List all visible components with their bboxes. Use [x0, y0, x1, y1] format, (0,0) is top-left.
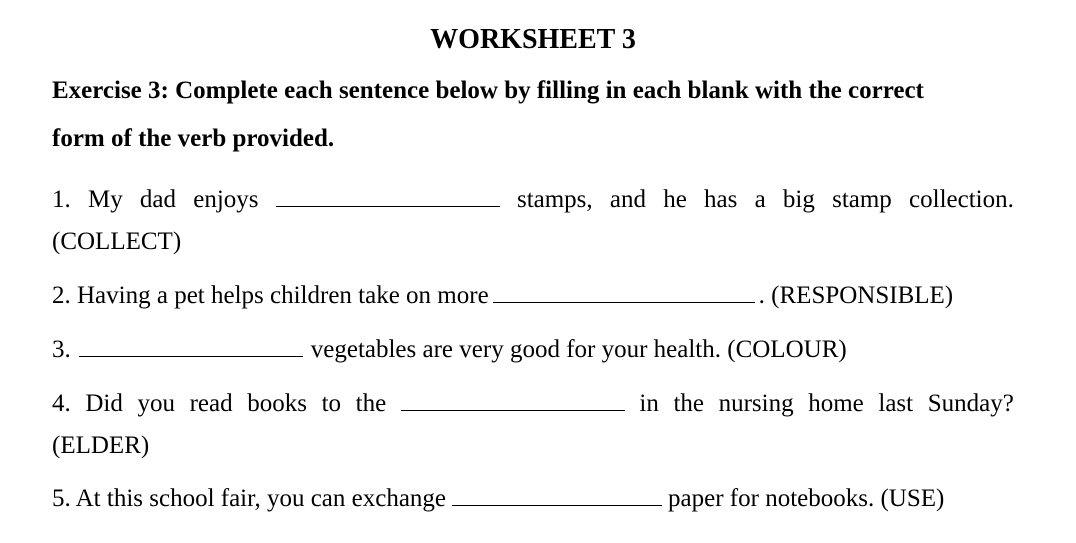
- q1-word: and: [609, 186, 646, 213]
- q4-word: nursing: [718, 390, 794, 417]
- question-4-blank[interactable]: [401, 388, 625, 411]
- question-2-text: 2. Having a pet helps children take on more: [52, 282, 489, 309]
- q4-word: home: [808, 390, 864, 417]
- question-1-blank[interactable]: [276, 184, 500, 207]
- q4-word: last: [878, 390, 914, 417]
- question-5: [52, 483, 1014, 515]
- question-3-text: vegetables are very good for your health. (COLOUR): [310, 336, 847, 363]
- question-2-hint: . (RESPONSIBLE): [758, 282, 954, 309]
- question-5-blank[interactable]: [452, 483, 662, 506]
- q1-word: has: [704, 186, 738, 213]
- question-3: [52, 334, 1014, 366]
- question-2-blank[interactable]: [493, 280, 755, 303]
- q1-word: dad: [139, 186, 177, 213]
- q1-word: big: [782, 186, 815, 213]
- question-2: [52, 280, 1014, 312]
- question-5-text: 5. At this school fair, you can exchange: [52, 485, 447, 512]
- q4-word: the: [673, 390, 704, 417]
- q1-word: a: [754, 186, 766, 213]
- q1-word: My: [87, 186, 123, 213]
- question-5-hint: paper for notebooks. (USE): [668, 485, 945, 512]
- q1-word: stamps,: [516, 186, 593, 213]
- question-3-blank[interactable]: [79, 334, 303, 357]
- q4-word: read: [189, 390, 233, 417]
- q4-word: in: [639, 390, 659, 417]
- question-1-line-1: [52, 184, 1014, 216]
- q1-word: stamp: [832, 186, 892, 213]
- q4-word: Sunday?: [927, 390, 1014, 417]
- q4-word: you: [137, 390, 175, 417]
- exercise-instruction-line-1: Exercise 3: Complete each sentence below by filling in each blank with the correct: [52, 77, 924, 104]
- q4-word: to: [321, 390, 342, 417]
- q4-word: 4.: [52, 390, 71, 417]
- q1-word: enjoys: [193, 186, 259, 213]
- q1-word: 1.: [52, 186, 71, 213]
- q1-word: collection.: [909, 186, 1014, 213]
- q1-word: he: [663, 186, 687, 213]
- question-4-line-1: [52, 388, 1014, 420]
- question-4-hint: (ELDER): [52, 432, 150, 459]
- question-3-number: 3.: [52, 336, 71, 363]
- q4-word: books: [247, 390, 307, 417]
- q4-word: Did: [85, 390, 123, 417]
- q4-word: the: [355, 390, 387, 417]
- worksheet-title: WORKSHEET 3: [430, 24, 636, 55]
- exercise-instruction-line-2: form of the verb provided.: [52, 125, 335, 152]
- question-1-hint: (COLLECT): [52, 228, 182, 255]
